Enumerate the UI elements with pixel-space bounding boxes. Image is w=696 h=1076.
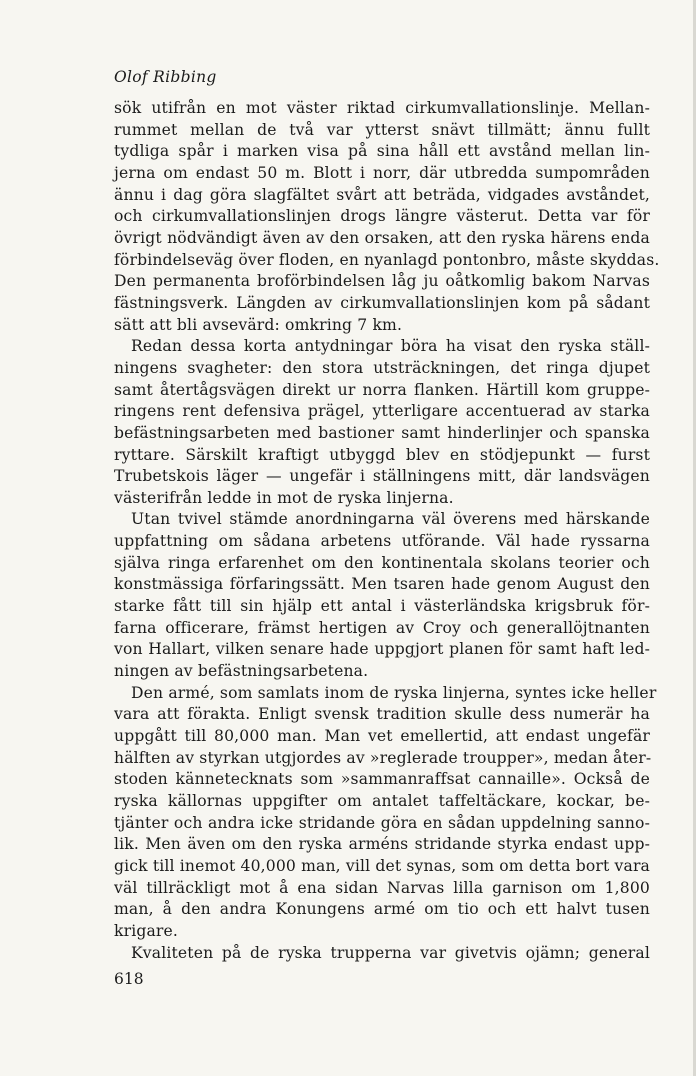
text-line: vara att förakta. Enligt svensk tradition skulle dess numerär ha bbox=[114, 705, 650, 724]
text-line: ryttare. Särskilt kraftigt utbyggd blev en stödjepunkt — furst bbox=[114, 445, 650, 464]
page-number: 618 bbox=[114, 970, 144, 988]
text-line: tydliga spår i marken visa på sina håll ett avstånd mellan lin- bbox=[114, 142, 650, 161]
text-line: Trubetskois läger — ungefär i ställningens mitt, där landsvägen bbox=[114, 467, 650, 486]
text-line: krigare. bbox=[114, 921, 179, 940]
text-line: befästningsarbeten med bastioner samt hinderlinjer och spanska bbox=[114, 423, 650, 442]
text-line: rummet mellan de två var ytterst snävt tillmätt; ännu fullt bbox=[114, 120, 650, 139]
text-line: lik. Men även om den ryska arméns stridande styrka endast upp- bbox=[114, 835, 650, 854]
text-line: ännu i dag göra slagfältet svårt att beträda, vidgades avståndet, bbox=[114, 185, 650, 204]
text-line: hälften av styrkan utgjordes av »reglerade troupper», medan åter- bbox=[114, 748, 652, 767]
text-line: förbindelseväg över floden, en nyanlagd pontonbro, måste skyddas. bbox=[114, 250, 660, 269]
text-line: jerna om endast 50 m. Blott i norr, där utbredda sumpområden bbox=[114, 163, 650, 182]
text-line: konstmässiga förfaringssätt. Men tsaren hade genom August den bbox=[114, 575, 650, 594]
text-line: Utan tvivel stämde anordningarna väl överens med härskande bbox=[131, 510, 650, 529]
text-line: Den permanenta broförbindelsen låg ju oåtkomlig bakom Narvas bbox=[114, 272, 650, 291]
text-line: ryska källornas uppgifter om antalet taffeltäckare, kockar, be- bbox=[114, 792, 650, 810]
text-line: övrigt nödvändigt även av den orsaken, att den ryska härens enda bbox=[114, 228, 650, 247]
text-line: västerifrån ledde in mot de ryska linjerna. bbox=[114, 488, 454, 507]
text-line: tjänter och andra icke stridande göra en sådan uppdelning sanno- bbox=[114, 813, 650, 832]
text-line: sök utifrån en mot väster riktad cirkumvallationslinje. Mellan- bbox=[114, 99, 650, 117]
text-line: stoden kännetecknats som »sammanraffsat cannaille». Också de bbox=[114, 770, 650, 789]
text-line: ningen av befästningsarbetena. bbox=[114, 662, 369, 681]
text-line: väl tillräckligt mot å ena sidan Narvas lilla garnison om 1,800 bbox=[114, 878, 650, 897]
text-line: ningens svagheter: den stora utsträckningen, det ringa djupet bbox=[114, 358, 650, 377]
text-line: Redan dessa korta antydningar böra ha visat den ryska ställ- bbox=[131, 337, 650, 356]
text-line: man, å den andra Konungens armé om tio och ett halvt tusen bbox=[114, 900, 650, 919]
text-line: gick till inemot 40,000 man, vill det synas, som om detta bort vara bbox=[114, 856, 650, 875]
text-line: sätt att bli avsevärd: omkring 7 km. bbox=[114, 315, 403, 334]
text-line: uppfattning om sådana arbetens utförande. Väl hade ryssarna bbox=[114, 532, 650, 551]
text-line: farna officerare, främst hertigen av Croy och generallöjtnanten bbox=[114, 618, 650, 637]
text-line: och cirkumvallationslinjen drogs längre västerut. Detta var för bbox=[114, 207, 650, 226]
text-line: uppgått till 80,000 man. Man vet emellertid, att endast ungefär bbox=[114, 727, 650, 746]
text-line: Den armé, som samlats inom de ryska linjerna, syntes icke heller bbox=[131, 683, 657, 702]
running-header-author: Olof Ribbing bbox=[114, 68, 217, 86]
text-line: starke fått till sin hjälp ett antal i västerländska krigsbruk för- bbox=[114, 597, 650, 616]
body-text bbox=[114, 98, 660, 964]
text-line: fästningsverk. Längden av cirkumvallationslinjen kom på sådant bbox=[114, 293, 650, 312]
text-line: Kvaliteten på de ryska trupperna var givetvis ojämn; general bbox=[131, 943, 650, 962]
text-line: själva ringa erfarenhet om den kontinentala skolans teorier och bbox=[114, 553, 650, 572]
text-line: ringens rent defensiva prägel, ytterligare accentuerad av starka bbox=[114, 402, 650, 421]
text-line: samt återtågsvägen direkt ur norra flanken. Härtill kom gruppe- bbox=[114, 380, 650, 399]
text-line: von Hallart, vilken senare hade uppgjort planen för samt haft led- bbox=[114, 640, 650, 659]
